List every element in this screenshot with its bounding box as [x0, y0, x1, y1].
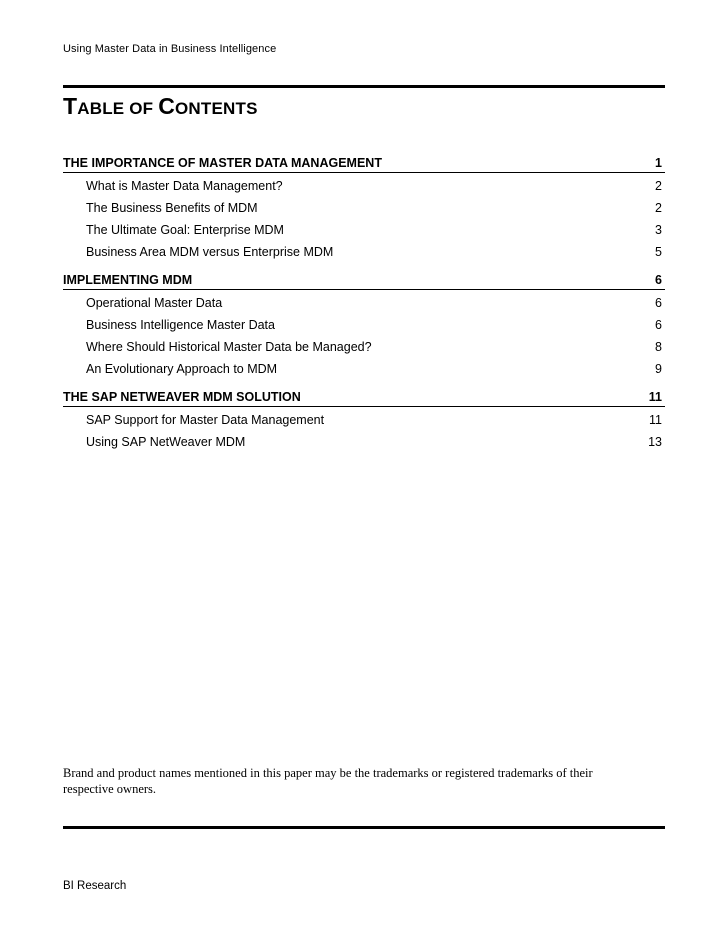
title-initial-c: C [158, 93, 175, 119]
toc-entry[interactable] [63, 431, 665, 453]
toc-entry-title: The Business Benefits of MDM [86, 201, 258, 215]
toc-entry-title: An Evolutionary Approach to MDM [86, 362, 278, 376]
toc-section-heading[interactable] [63, 388, 665, 407]
toc-section-page: 11 [648, 390, 662, 404]
toc-entry-page: 5 [655, 245, 662, 259]
toc-entry-title: Operational Master Data [86, 296, 223, 310]
toc-section-heading[interactable] [63, 271, 665, 290]
toc-section-implementing [63, 271, 665, 380]
toc-section-heading[interactable] [63, 154, 665, 173]
page-title [63, 93, 258, 120]
toc-entry[interactable] [63, 292, 665, 314]
toc-entry[interactable] [63, 175, 665, 197]
toc-section-title: THE SAP NETWEAVER MDM SOLUTION [63, 390, 301, 404]
toc-entry[interactable] [63, 241, 665, 263]
footer-divider [63, 826, 665, 829]
title-initial-t: T [63, 93, 78, 119]
page-footer: BI Research [63, 880, 127, 892]
toc-entry-title: What is Master Data Management? [86, 179, 283, 193]
toc-section-page: 6 [655, 273, 662, 287]
title-divider [63, 85, 665, 88]
toc-entry-title: The Ultimate Goal: Enterprise MDM [86, 223, 284, 237]
toc-entry-page: 3 [655, 223, 662, 237]
toc-section-title: THE IMPORTANCE OF MASTER DATA MANAGEMENT [63, 156, 382, 170]
toc-entry[interactable] [63, 358, 665, 380]
toc-section-sap-netweaver [63, 388, 665, 453]
toc-entry-page: 13 [648, 435, 662, 449]
toc-entry-page: 9 [655, 362, 662, 376]
toc-entry[interactable] [63, 219, 665, 241]
toc-entry-page: 8 [655, 340, 662, 354]
toc-entry-title: Business Intelligence Master Data [86, 318, 275, 332]
page-header: Using Master Data in Business Intelligence [63, 43, 277, 55]
toc-section-importance [63, 154, 665, 263]
toc-entry[interactable] [63, 197, 665, 219]
toc-entry-page: 11 [649, 413, 662, 427]
toc-entry-page: 6 [655, 318, 662, 332]
toc-entry[interactable] [63, 314, 665, 336]
toc-entry-title: Business Area MDM versus Enterprise MDM [86, 245, 334, 259]
toc-entry-title: Where Should Historical Master Data be Managed? [86, 340, 372, 354]
toc-entry-title: SAP Support for Master Data Management [86, 413, 325, 427]
toc-entry[interactable] [63, 409, 665, 431]
trademark-notice: Brand and product names mentioned in this paper may be the trademarks or registered trademarks of their respective owners. [63, 766, 593, 796]
toc-section-title: IMPLEMENTING MDM [63, 273, 193, 287]
title-rest-able-of: ABLE OF [77, 99, 159, 118]
toc-entry-page: 2 [655, 179, 662, 193]
toc-entry[interactable] [63, 336, 665, 358]
table-of-contents [63, 154, 665, 461]
toc-entry-title: Using SAP NetWeaver MDM [86, 435, 246, 449]
toc-entry-page: 2 [655, 201, 662, 215]
title-rest-ontents: ONTENTS [175, 99, 258, 118]
toc-entry-page: 6 [655, 296, 662, 310]
toc-section-page: 1 [655, 156, 662, 170]
